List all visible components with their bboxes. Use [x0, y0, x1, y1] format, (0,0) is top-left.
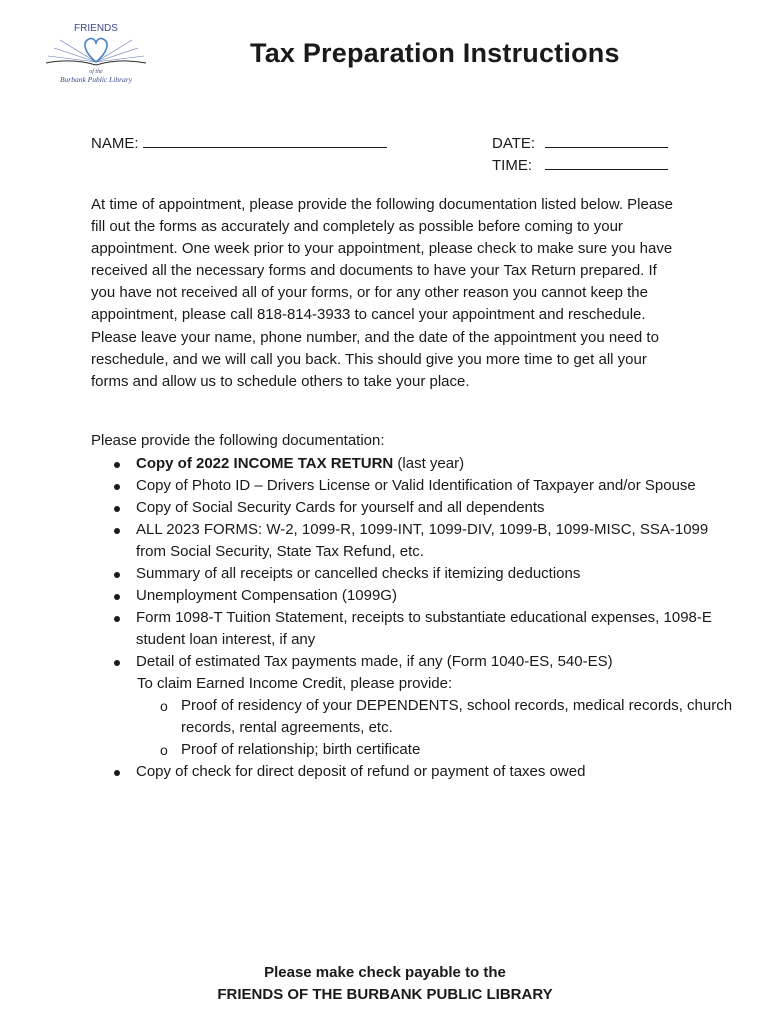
- date-line[interactable]: [545, 133, 668, 148]
- bullet-icon: [114, 528, 120, 534]
- name-line[interactable]: [143, 133, 387, 148]
- eic-sublist: [136, 695, 736, 761]
- item-text: Copy of Social Security Cards for yourself and all dependents: [136, 499, 545, 516]
- item-text: Form 1098-T Tuition Statement, receipts to substantiate educational expenses, 1098-E student loan interest, if any: [136, 609, 712, 648]
- payment-note-line1: Please make check payable to the: [264, 964, 506, 981]
- sub-list-item: [160, 695, 736, 739]
- list-item: [136, 607, 736, 651]
- bullet-icon: [114, 484, 120, 490]
- list-item: [136, 761, 736, 783]
- list-item: [136, 453, 736, 475]
- time-line[interactable]: [545, 155, 668, 170]
- circle-bullet-icon: o: [160, 742, 168, 758]
- item-text: Detail of estimated Tax payments made, if any (Form 1040-ES, 540-ES): [136, 653, 613, 670]
- item-text: ALL 2023 FORMS: W-2, 1099-R, 1099-INT, 1099-DIV, 1099-B, 1099-MISC, SSA-1099 from Social Security, State Tax Refund, etc.: [136, 521, 709, 560]
- bullet-icon: [114, 770, 120, 776]
- date-time-fields: [492, 133, 668, 177]
- sub-item-text: Proof of relationship; birth certificate: [181, 741, 421, 758]
- item-text: (last year): [393, 455, 465, 472]
- item-text: Copy of Photo ID – Drivers License or Valid Identification of Taxpayer and/or Spouse: [136, 477, 696, 494]
- item-text: Copy of check for direct deposit of refund or payment of taxes owed: [136, 763, 586, 780]
- list-item: [136, 497, 736, 519]
- sub-item-text: Proof of residency of your DEPENDENTS, school records, medical records, church records, rental agreements, etc.: [181, 697, 733, 736]
- item-text: Unemployment Compensation (1099G): [136, 587, 397, 604]
- logo-text-bottom: Burbank Public Library: [59, 75, 133, 84]
- name-label: NAME:: [91, 135, 139, 152]
- list-item: [136, 475, 736, 497]
- payment-note: [0, 962, 770, 1006]
- list-item: [136, 651, 736, 761]
- bullet-icon: [114, 462, 120, 468]
- bullet-icon: [114, 594, 120, 600]
- documentation-list: [91, 453, 736, 783]
- logo-text-top: FRIENDS: [74, 23, 118, 34]
- bullet-icon: [114, 660, 120, 666]
- list-item: [136, 585, 736, 607]
- date-label: DATE:: [492, 135, 536, 152]
- name-field: [91, 133, 387, 155]
- documentation-intro: Please provide the following documentation:: [91, 432, 385, 449]
- instructions-paragraph: At time of appointment, please provide the following documentation listed below. Please fill out the forms as accurately and completely as possible before coming to your appointment. One week prior to your appointment, please check to make sure you have received all the necessary forms and documents to have your Tax Return prepared. If you have not received all of your forms, or for any other reason you cannot keep the appointment, please call 818-814-3933 to cancel your appointment and reschedule. Please leave your name, phone number, and the date of the appointment you need to reschedule, and we will call you back. This should give you more time to get all your forms and allow us to schedule others to take your place.: [91, 196, 674, 390]
- friends-logo: [40, 18, 152, 88]
- eic-heading: To claim Earned Income Credit, please provide:: [137, 675, 453, 692]
- item-bold-text: Copy of 2022 INCOME TAX RETURN: [136, 455, 394, 472]
- bullet-icon: [114, 616, 120, 622]
- time-label: TIME:: [492, 157, 532, 174]
- sub-list-item: [160, 739, 736, 761]
- item-text: Summary of all receipts or cancelled checks if itemizing deductions: [136, 565, 581, 582]
- heart-icon: [85, 38, 107, 62]
- page-title: Tax Preparation Instructions: [250, 38, 620, 68]
- bullet-icon: [114, 572, 120, 578]
- circle-bullet-icon: o: [160, 698, 168, 714]
- payment-note-line2: FRIENDS OF THE BURBANK PUBLIC LIBRARY: [217, 986, 553, 1003]
- list-item: [136, 563, 736, 585]
- logo-text-mid: of the: [89, 69, 103, 75]
- bullet-icon: [114, 506, 120, 512]
- list-item: [136, 519, 736, 563]
